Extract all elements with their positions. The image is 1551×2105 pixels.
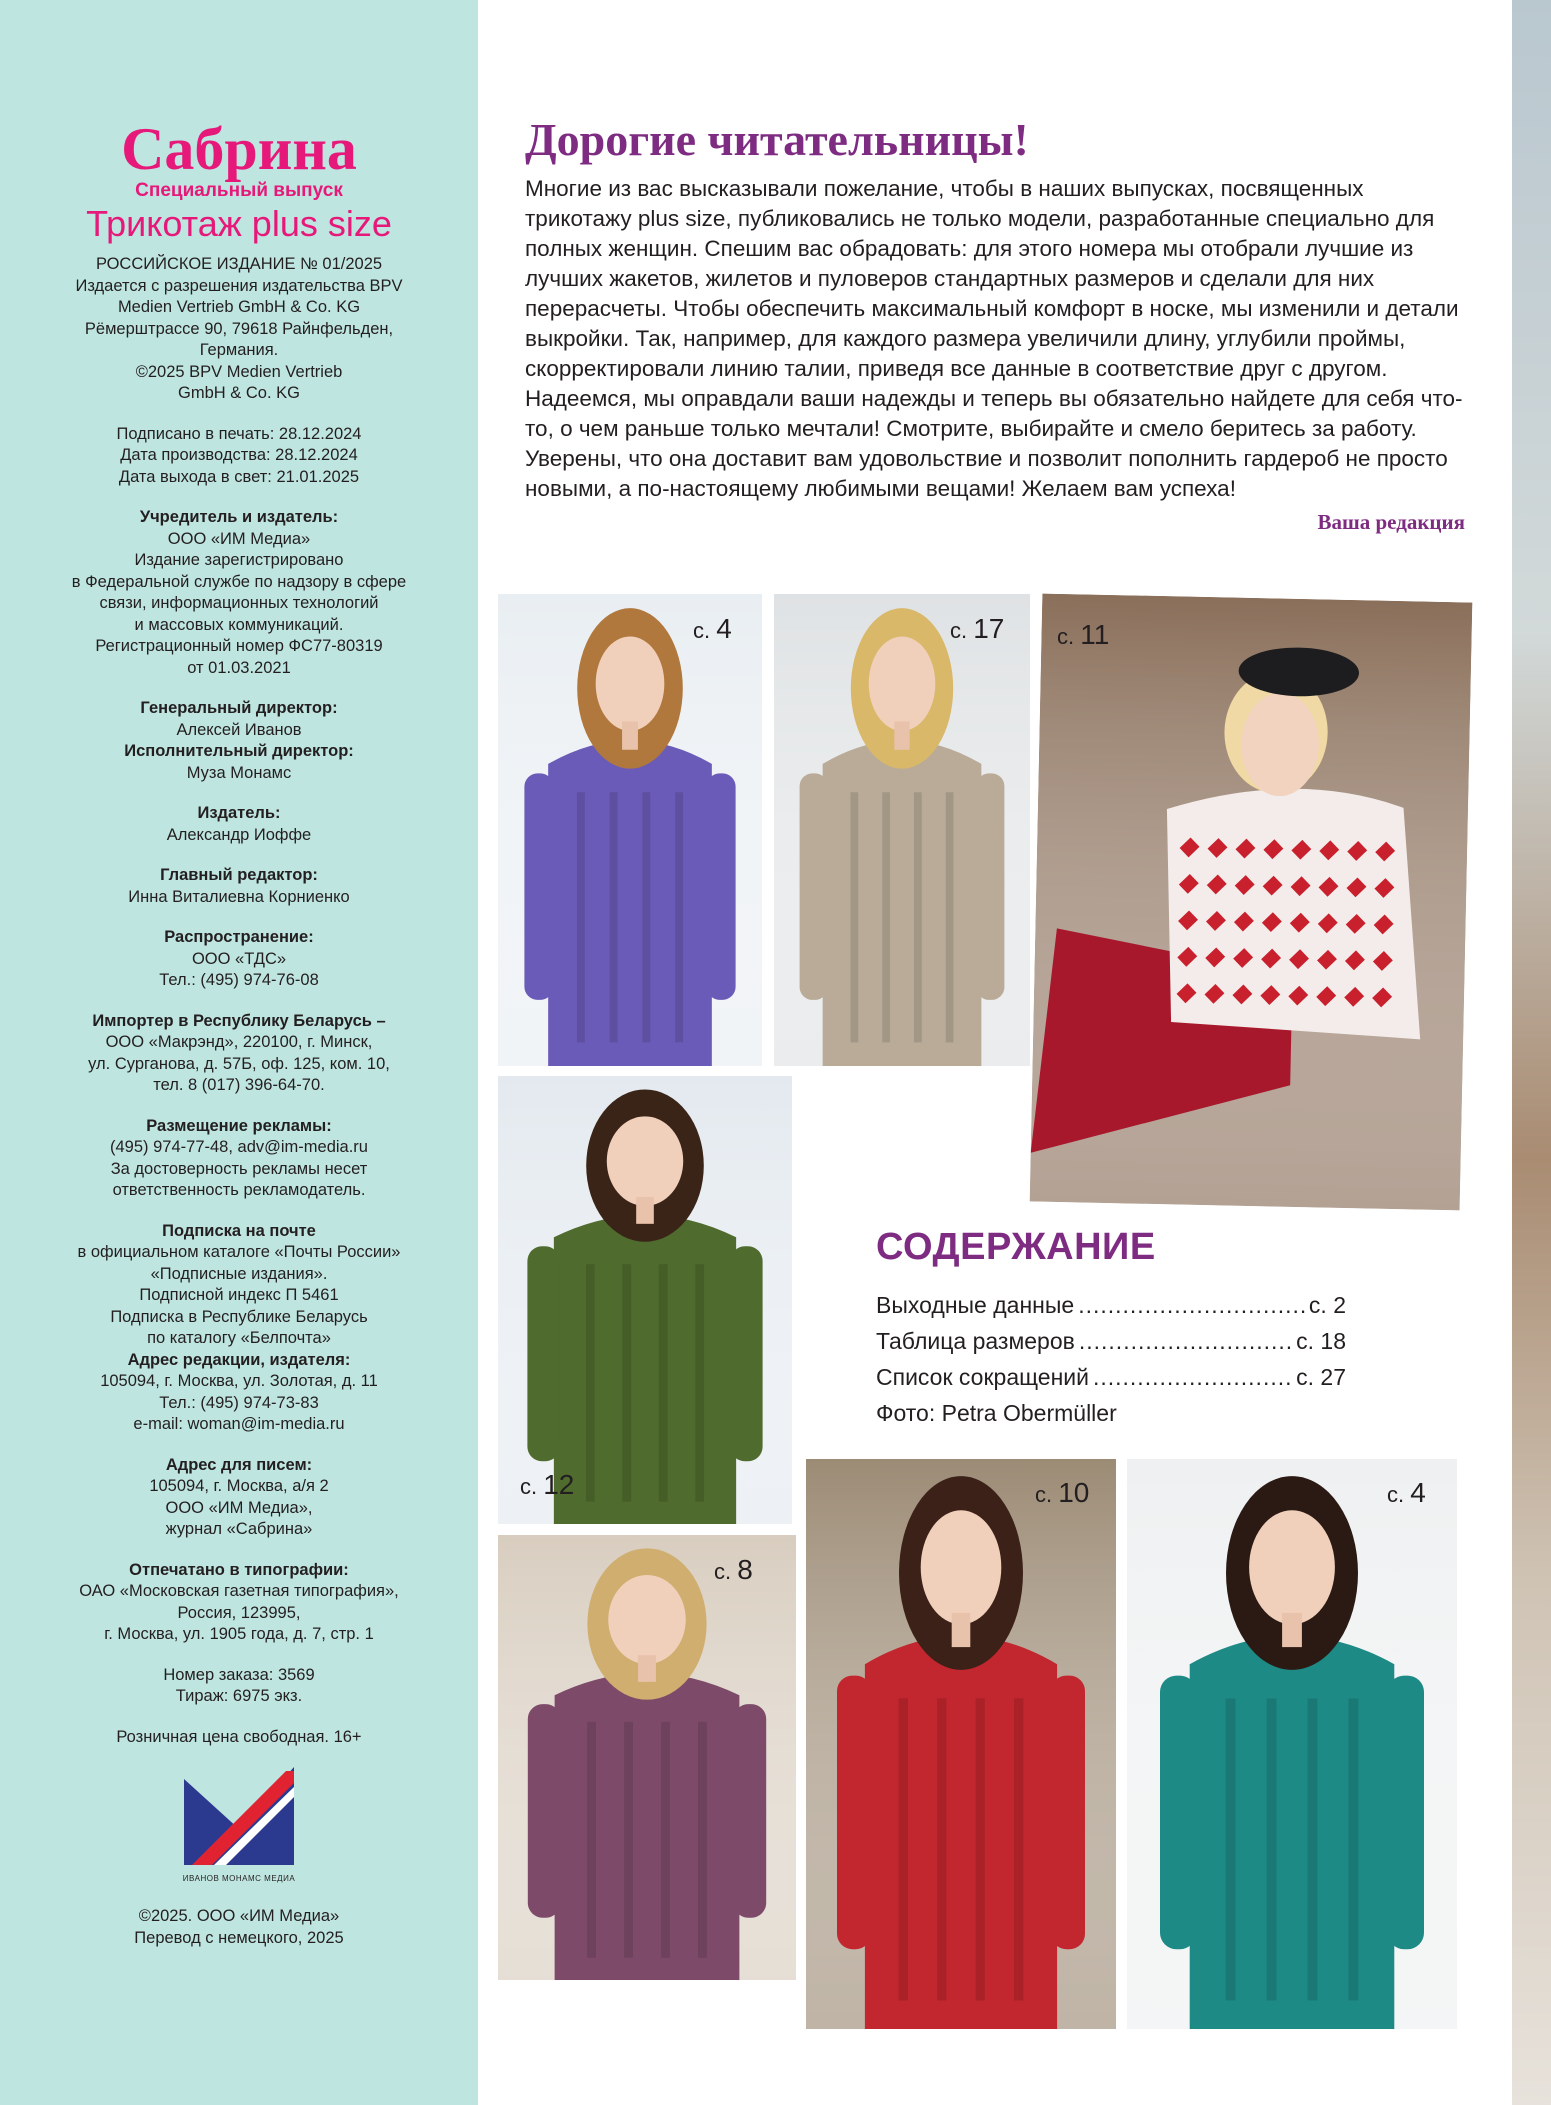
page-ref-number: 4 — [1410, 1477, 1426, 1508]
imprint-block — [0, 927, 478, 992]
page-ref-label — [520, 1470, 574, 1502]
photo-green-cable-sweater — [498, 1076, 792, 1524]
imprint-heading: Адрес редакции, издателя: — [127, 1350, 351, 1369]
imprint-line: Подписано в печать: 28.12.2024 — [116, 424, 362, 443]
imprint-block — [0, 1455, 478, 1541]
imprint-block — [0, 1560, 478, 1646]
page-ref-number: 12 — [543, 1469, 575, 1500]
photo-nordic-sweater — [1030, 594, 1473, 1211]
imprint-line: журнал «Сабрина» — [165, 1520, 313, 1538]
imprint-line: Тел.: (495) 974-73-83 — [159, 1393, 319, 1412]
imprint-column — [0, 118, 478, 1968]
imprint-line: Алексей Иванов — [176, 720, 302, 739]
imprint-line: ООО «ТДС» — [191, 949, 287, 968]
photo-teal-snowflake-tunic — [1127, 1459, 1457, 2029]
toc-title: СОДЕРЖАНИЕ — [876, 1226, 1156, 1268]
toc-page: с. 27 — [1296, 1364, 1346, 1390]
page-ref-prefix: с. — [1387, 1482, 1411, 1507]
imprint-line: связи, информационных технологий — [99, 594, 379, 612]
imprint-block — [0, 865, 478, 908]
imprint-heading: Исполнительный директор: — [124, 742, 354, 760]
table-of-contents — [876, 1225, 1346, 1431]
imprint-line: (495) 974-77-48, adv@im-media.ru — [110, 1138, 368, 1156]
page-ref-label — [693, 614, 732, 646]
imprint-heading: Импортер в Республику Беларусь – — [92, 1011, 386, 1030]
toc-page: с. 18 — [1296, 1328, 1346, 1354]
imprint-line: от 01.03.2021 — [187, 658, 291, 677]
page-ref-prefix: с. — [950, 618, 974, 643]
imprint-line: Medien Vertrieb GmbH & Co. KG — [117, 298, 361, 316]
imprint-line: Россия, 123995, — [177, 1603, 301, 1622]
imprint-line: Рёмерштрассе 90, 79618 Райнфельден, — [84, 319, 394, 338]
imprint-block — [0, 1221, 478, 1436]
imprint-footer-block — [0, 1906, 478, 1949]
photo-credit: Фото: Petra Obermüller — [876, 1400, 1117, 1426]
imprint-line: ООО «Макрэнд», 220100, г. Минск, — [105, 1033, 373, 1051]
page-ref-prefix: с. — [693, 618, 717, 643]
imprint-line: РОССИЙСКОЕ ИЗДАНИЕ № 01/2025 — [95, 255, 383, 273]
imprint-line: ул. Сурганова, д. 57Б, оф. 125, ком. 10, — [88, 1054, 390, 1073]
page-ref-label — [950, 614, 1004, 646]
page-ref-number: 17 — [973, 613, 1005, 644]
imprint-line: Регистрационный номер ФС77-80319 — [95, 637, 383, 655]
imprint-line: ответственность рекламодатель. — [112, 1181, 366, 1199]
imprint-block — [0, 803, 478, 846]
imprint-block — [0, 1011, 478, 1097]
editorial-letter — [525, 112, 1465, 535]
imprint-line: Подписной индекс П 5461 — [139, 1286, 339, 1304]
imprint-heading: Издатель: — [197, 804, 281, 822]
page-ref-label — [1387, 1478, 1426, 1510]
page-ref-prefix: с. — [520, 1474, 544, 1499]
imprint-line: Тел.: (495) 974-76-08 — [159, 971, 319, 989]
page-ref-prefix: с. — [714, 1559, 738, 1584]
page-ref-prefix: с. — [1035, 1482, 1059, 1507]
imprint-line: «Подписные издания». — [150, 1264, 328, 1283]
editorial-title: Дорогие читательницы! — [525, 114, 1029, 165]
imprint-line: Перевод с немецкого, 2025 — [134, 1928, 344, 1947]
imprint-line: Муза Монамс — [186, 763, 292, 782]
toc-label: Выходные данные — [876, 1292, 1075, 1318]
page-ref-number: 8 — [737, 1554, 753, 1585]
imprint-line: 105094, г. Москва, а/я 2 — [149, 1477, 329, 1495]
imprint-line: Инна Виталиевна Корниенко — [128, 887, 350, 906]
imprint-line: ООО «ИМ Медиа», — [165, 1498, 313, 1517]
imprint-line: Номер заказа: 3569 — [163, 1665, 315, 1684]
logo-caption: ИВАНОВ МОНАМС МЕДИА — [182, 1874, 296, 1883]
toc-list — [876, 1287, 1346, 1395]
imprint-blocks — [0, 254, 478, 1748]
special-issue-label: Специальный выпуск — [135, 180, 343, 201]
imprint-block — [0, 1727, 478, 1749]
toc-dots — [1078, 1287, 1305, 1323]
imprint-heading: Распространение: — [164, 928, 314, 946]
imprint-block — [0, 424, 478, 489]
photo-red-nordic-cardigan — [806, 1459, 1116, 2029]
photo-beige-cable-sweater — [774, 594, 1030, 1066]
issue-subtitle: Трикотаж plus size — [86, 203, 392, 244]
imprint-line: Дата производства: 28.12.2024 — [120, 446, 358, 464]
imprint-line: ©2025 BPV Medien Vertrieb — [135, 362, 343, 381]
imprint-line: e-mail: woman@im-media.ru — [133, 1415, 345, 1433]
imprint-line: Александр Иоффе — [166, 825, 312, 844]
imprint-block — [0, 1665, 478, 1708]
imprint-block — [0, 698, 478, 784]
imprint-line: г. Москва, ул. 1905 года, д. 7, стр. 1 — [104, 1625, 374, 1643]
page-ref-label — [1057, 620, 1109, 652]
editorial-signature: Ваша редакция — [1317, 510, 1465, 534]
editorial-body: Многие из вас высказывали пожелание, чтобы в наших выпусках, посвященных трикотажу plus size, публиковались не только модели, разработанные специально для полных женщин. Спешим вас обрадовать: для этого номера мы отобрали лучшие из лучших жакетов, жилетов и пуловеров стандартных размеров и сделали для них перерасчеты. Чтобы обеспечить максимальный комфорт в носке, мы изменили и детали выкройки. Так, например, для каждого размера увеличили длину, углубили проймы, скорректировали линию талии, приведя все данные в соответствие друг с другом. Надеемся, мы оправдали ваши надежды и теперь вы обязательно найдете для себя что-то, о чем раньше только мечтали! Смотрите, выбирайте и смело беритесь за работу. Уверены, что она доставит вам удовольствие и позволит пополнить гардероб не просто новыми, а по-настоящему любимыми вещами! Желаем вам успеха! — [525, 176, 1463, 501]
toc-dots — [1079, 1323, 1292, 1359]
toc-label: Список сокращений — [876, 1364, 1089, 1390]
imprint-heading: Генеральный директор: — [140, 699, 338, 717]
page-ref-number: 4 — [716, 613, 732, 644]
magazine-brand: Сабрина — [121, 116, 357, 182]
imprint-line: ©2025. ООО «ИМ Медиа» — [138, 1907, 340, 1925]
imprint-heading: Адрес для писем: — [165, 1455, 313, 1474]
imprint-line: Германия. — [199, 341, 279, 359]
imprint-line: Издается с разрешения издательства BPV — [75, 276, 403, 295]
imprint-block — [0, 254, 478, 405]
adjacent-page-edge — [1512, 0, 1551, 2105]
imprint-line: тел. 8 (017) 396-64-70. — [153, 1076, 325, 1094]
imprint-line: За достоверность рекламы несет — [110, 1159, 368, 1178]
toc-row — [876, 1359, 1346, 1395]
imprint-block — [0, 507, 478, 679]
toc-row — [876, 1287, 1346, 1323]
imprint-line: Подписка в Республике Беларусь — [110, 1307, 368, 1326]
page-ref-number: 11 — [1080, 619, 1110, 650]
imprint-line: и массовых коммуникаций. — [134, 615, 344, 634]
toc-dots — [1093, 1359, 1292, 1395]
imprint-line: Издание зарегистрировано — [134, 551, 344, 569]
page-ref-prefix: с. — [1057, 624, 1081, 649]
page-ref-number: 10 — [1058, 1477, 1090, 1508]
imprint-line: по каталогу «Белпочта» — [147, 1329, 331, 1347]
imprint-footer — [0, 1906, 478, 1949]
toc-page: с. 2 — [1308, 1292, 1346, 1318]
imprint-heading: Главный редактор: — [160, 866, 318, 884]
imprint-line: ОАО «Московская газетная типография», — [79, 1582, 399, 1600]
imprint-line: в официальном каталоге «Почты России» — [77, 1243, 401, 1261]
publisher-logo-mark — [184, 1767, 294, 1865]
imprint-heading: Размещение рекламы: — [146, 1116, 332, 1135]
imprint-line: в Федеральной службе по надзору в сфере — [71, 572, 407, 591]
imprint-block — [0, 1116, 478, 1202]
imprint-line: Тираж: 6975 экз. — [175, 1687, 303, 1705]
publisher-logo — [184, 1767, 294, 1870]
imprint-line: Розничная цена свободная. 16+ — [116, 1727, 362, 1746]
photo-chunky-cardigan — [498, 1535, 796, 1980]
toc-label: Таблица размеров — [876, 1328, 1075, 1354]
imprint-heading: Отпечатано в типографии: — [129, 1560, 349, 1579]
page-ref-label — [714, 1555, 753, 1587]
imprint-line: 105094, г. Москва, ул. Золотая, д. 11 — [100, 1372, 378, 1390]
imprint-heading: Учредитель и издатель: — [139, 508, 339, 526]
imprint-line: Дата выхода в свет: 21.01.2025 — [118, 467, 360, 486]
photo-purple-cardigan — [498, 594, 762, 1066]
imprint-line: ООО «ИМ Медиа» — [167, 529, 311, 548]
page-ref-label — [1035, 1478, 1089, 1510]
imprint-heading: Подписка на почте — [162, 1221, 316, 1240]
imprint-line: GmbH & Co. KG — [178, 384, 300, 402]
toc-row — [876, 1323, 1346, 1359]
